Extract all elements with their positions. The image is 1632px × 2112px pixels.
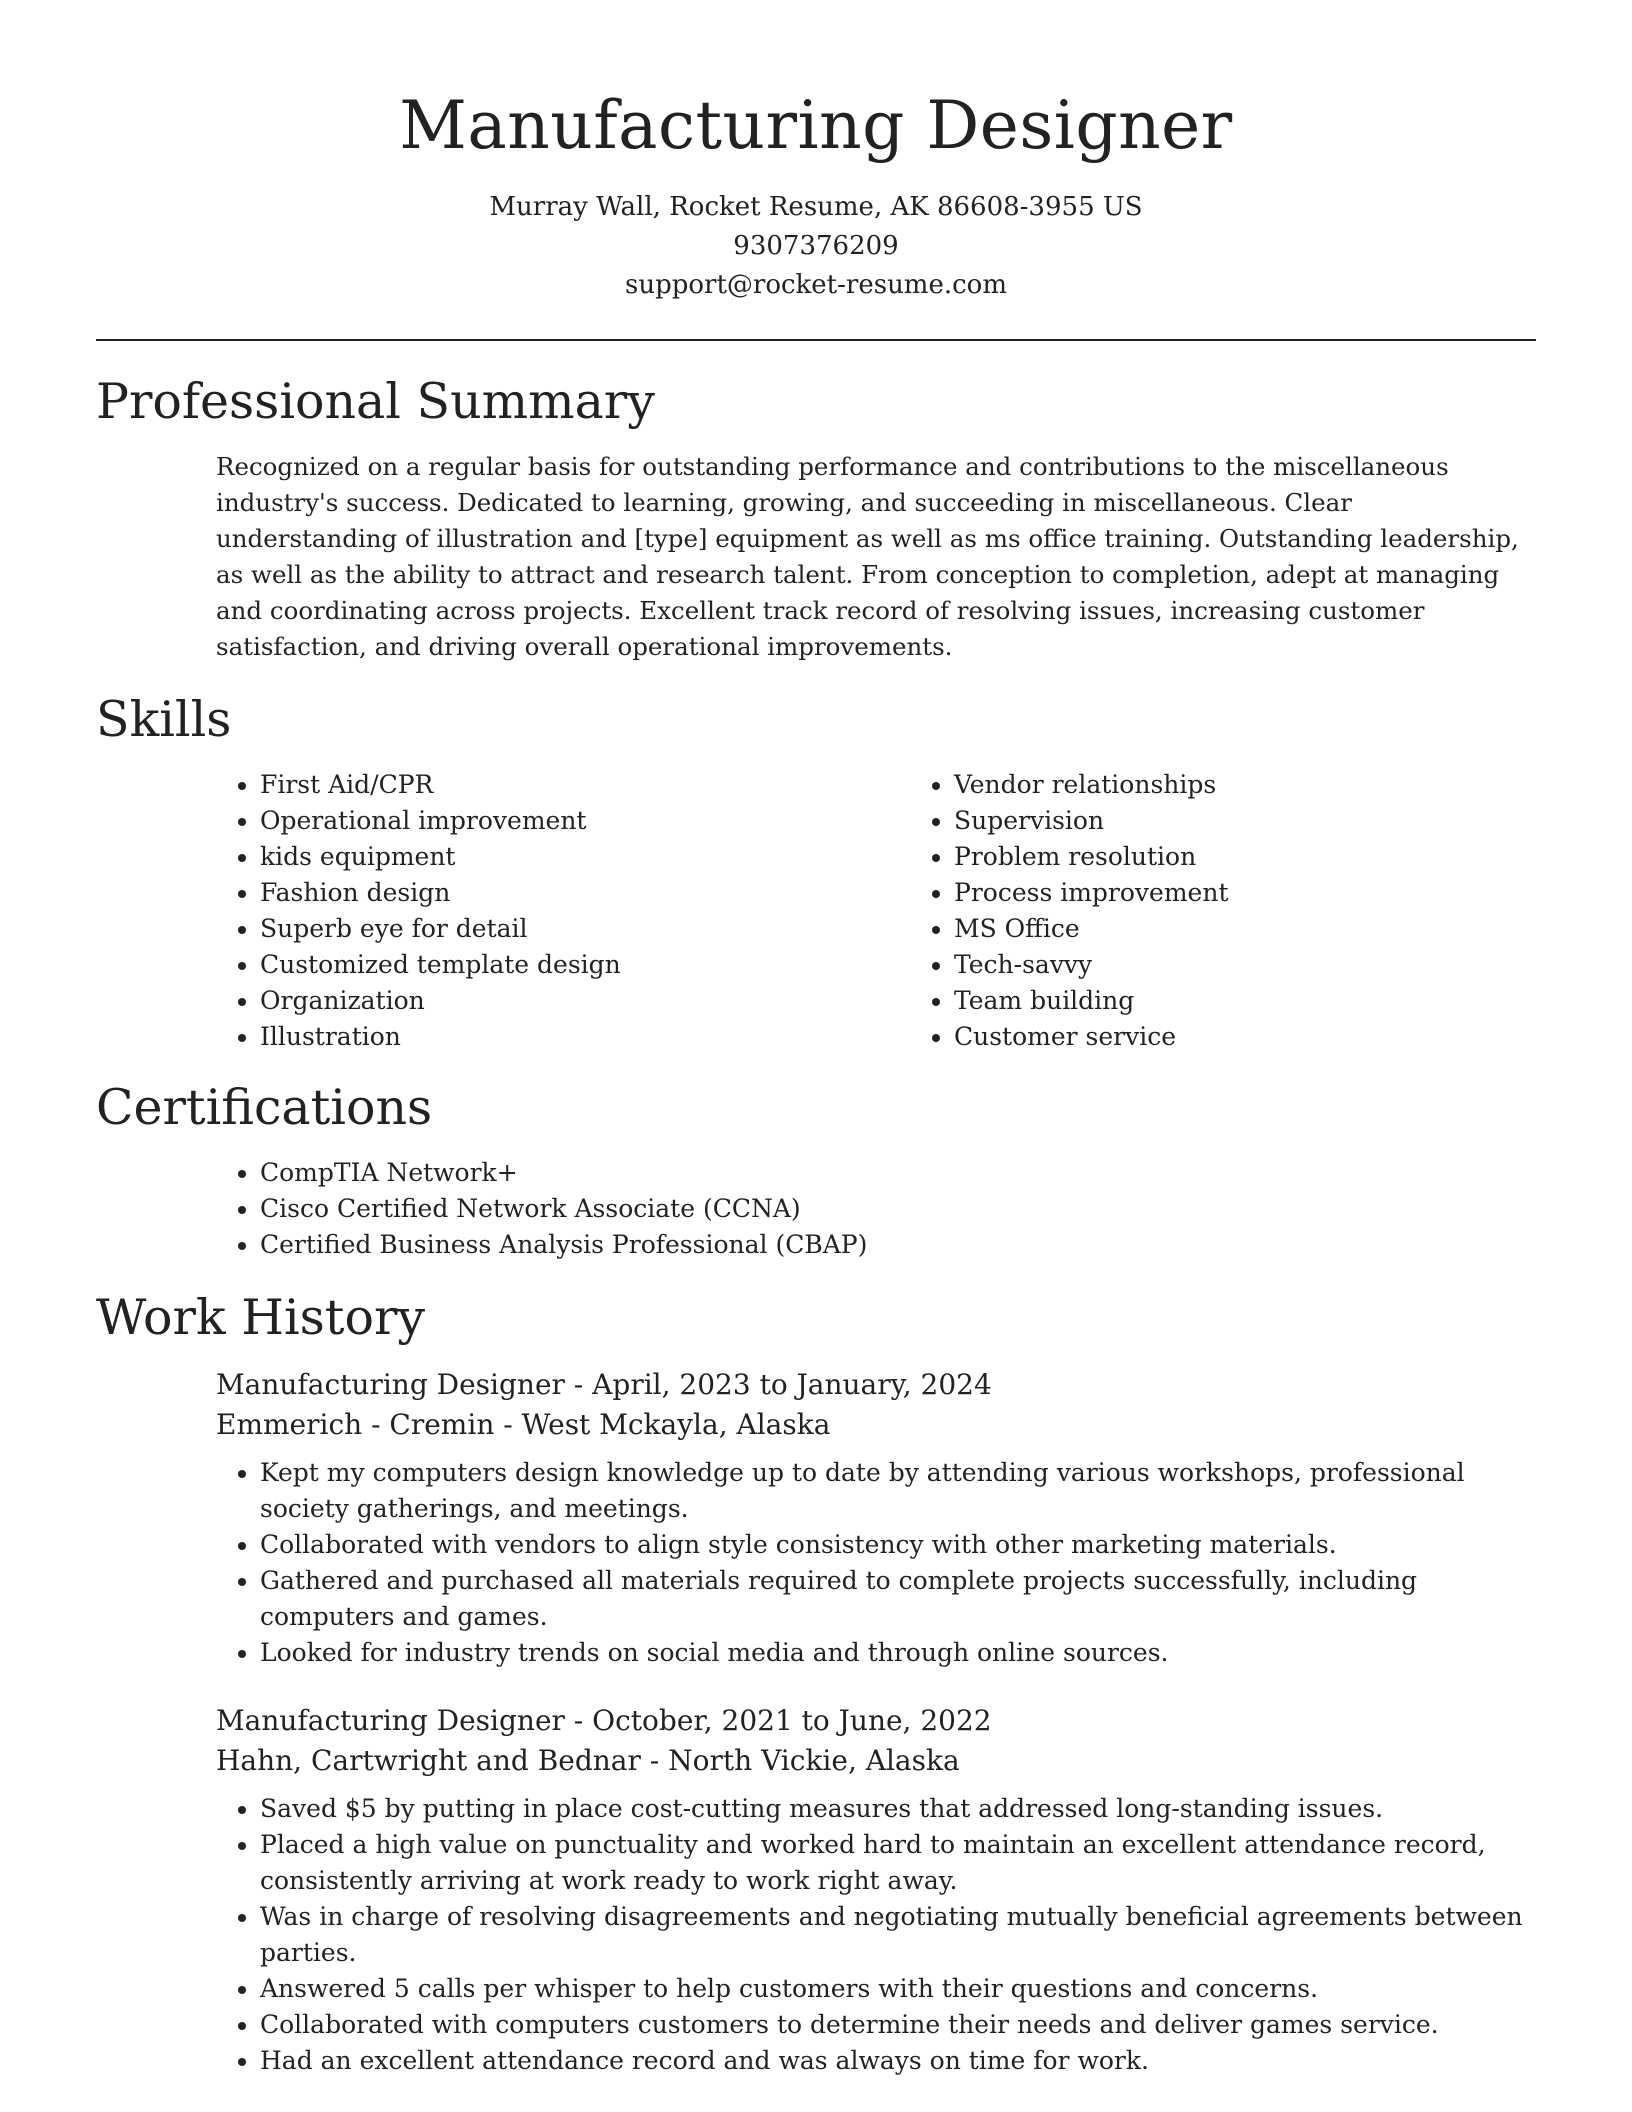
work-history-section xyxy=(96,1287,1536,2079)
skills-section xyxy=(96,689,1536,1055)
contact-address: Murray Wall, Rocket Resume, AK 86608-3955 US xyxy=(489,192,1143,222)
job-location: - West Mckayla, Alaska xyxy=(494,1408,831,1441)
resume-header xyxy=(96,0,1536,305)
job-role: Manufacturing Designer xyxy=(216,1704,565,1737)
skill-item: • Process improvement xyxy=(954,875,1604,911)
job-company-line xyxy=(216,1405,1536,1445)
skill-item: • First Aid/CPR xyxy=(260,767,910,803)
job-company: Emmerich - Cremin xyxy=(216,1408,495,1441)
job-duty: • Kept my computers design knowledge up to date by attending various workshops, professional society gatherings, and meetings. xyxy=(260,1455,1536,1527)
certifications-heading: Certifications xyxy=(96,1079,433,1136)
contact-phone: 9307376209 xyxy=(733,231,899,261)
skill-item: • Vendor relationships xyxy=(954,767,1604,803)
header-divider xyxy=(96,339,1536,341)
skill-item: • Operational improvement xyxy=(260,803,910,839)
skill-item: • Customer service xyxy=(954,1019,1604,1055)
skill-item: • Customized template design xyxy=(260,947,910,983)
skill-item: • Tech-savvy xyxy=(954,947,1604,983)
candidate-name: Manufacturing Designer xyxy=(399,87,1233,164)
skill-item: • Team building xyxy=(954,983,1604,1019)
certification-item: • Cisco Certified Network Associate (CCNA) xyxy=(260,1191,1536,1227)
job-duty: • Gathered and purchased all materials required to complete projects successfully, including computers and games. xyxy=(260,1563,1536,1635)
job-entry xyxy=(216,1701,1536,2079)
certifications-section xyxy=(96,1077,1536,1263)
skills-list-left xyxy=(216,767,910,1055)
job-dates: - April, 2023 to January, 2024 xyxy=(564,1368,992,1401)
contact-info xyxy=(96,188,1536,305)
skill-item: • Supervision xyxy=(954,803,1604,839)
skill-item: • Superb eye for detail xyxy=(260,911,910,947)
summary-text: Recognized on a regular basis for outstanding performance and contributions to the miscellaneous industry's success. Dedicated to learning, growing, and succeeding in miscellaneous. Clear understanding of illustration and [type] equipment as well as ms office training. Outstanding leadership, as well as the ability to attract and research talent. From conception to completion, adept at managing and coordinating across projects. Excellent track record of resolving issues, increasing customer satisfaction, and driving overall operational improvements. xyxy=(216,452,1519,661)
job-duty: • Collaborated with vendors to align style consistency with other marketing materials. xyxy=(260,1527,1536,1563)
summary-heading: Professional Summary xyxy=(96,373,655,430)
skills-heading: Skills xyxy=(96,691,232,748)
job-role: Manufacturing Designer xyxy=(216,1368,565,1401)
job-role-line xyxy=(216,1701,1536,1741)
job-company: Hahn, Cartwright and Bednar xyxy=(216,1744,641,1777)
job-role-line xyxy=(216,1365,1536,1405)
job-duties-list xyxy=(216,1791,1536,2079)
job-duty: • Placed a high value on punctuality and worked hard to maintain an excellent attendance record, consistently arriving at work ready to work right away. xyxy=(260,1827,1536,1899)
job-duty: • Collaborated with computers customers to determine their needs and deliver games service. xyxy=(260,2007,1536,2043)
skills-grid xyxy=(216,767,1536,1055)
certification-item: • Certified Business Analysis Professional (CBAP) xyxy=(260,1227,1536,1263)
job-duties-list xyxy=(216,1455,1536,1671)
job-duty: • Was in charge of resolving disagreements and negotiating mutually beneficial agreements between parties. xyxy=(260,1899,1536,1971)
summary-section xyxy=(96,371,1536,665)
job-location: - North Vickie, Alaska xyxy=(640,1744,960,1777)
skill-item: • kids equipment xyxy=(260,839,910,875)
job-duty: • Answered 5 calls per whisper to help customers with their questions and concerns. xyxy=(260,1971,1536,2007)
job-duty: • Looked for industry trends on social media and through online sources. xyxy=(260,1635,1536,1671)
job-duty: • Had an excellent attendance record and was always on time for work. xyxy=(260,2043,1536,2079)
skill-item: • Fashion design xyxy=(260,875,910,911)
job-dates: - October, 2021 to June, 2022 xyxy=(564,1704,992,1737)
skill-item: • Organization xyxy=(260,983,910,1019)
skill-item: • MS Office xyxy=(954,911,1604,947)
skills-list-right xyxy=(910,767,1604,1055)
job-company-line xyxy=(216,1741,1536,1781)
work-history-heading: Work History xyxy=(96,1289,426,1346)
skill-item: • Problem resolution xyxy=(954,839,1604,875)
job-duty: • Saved $5 by putting in place cost-cutting measures that addressed long-standing issues. xyxy=(260,1791,1536,1827)
job-entry xyxy=(216,1365,1536,1671)
certification-item: • CompTIA Network+ xyxy=(260,1155,1536,1191)
contact-email: support@rocket-resume.com xyxy=(624,270,1007,300)
certifications-list xyxy=(216,1155,1536,1263)
skill-item: • Illustration xyxy=(260,1019,910,1055)
